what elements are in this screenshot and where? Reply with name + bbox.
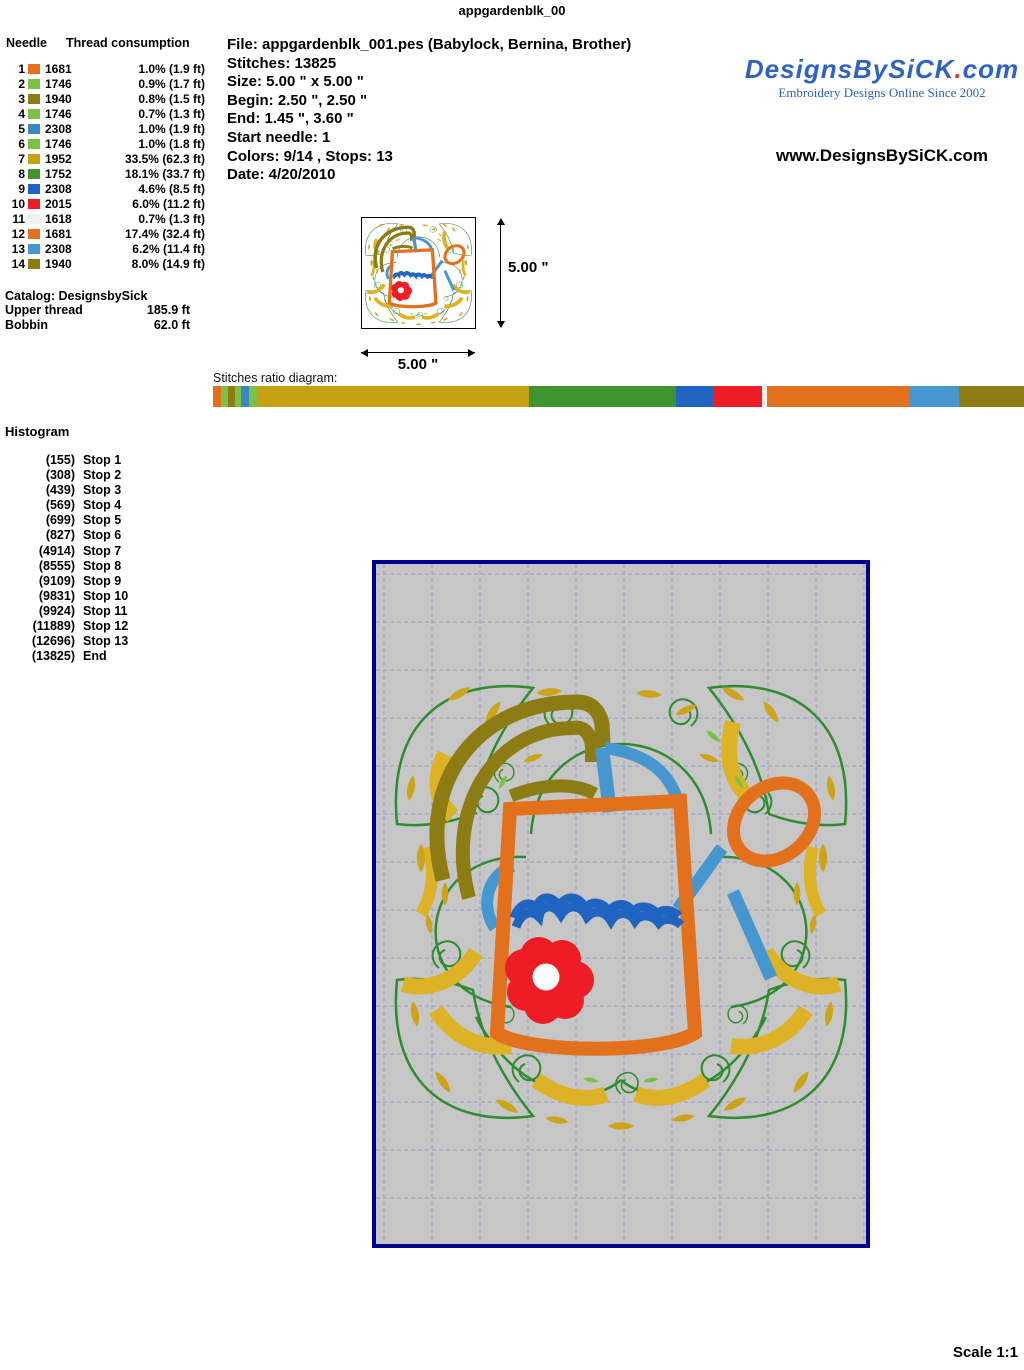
needle-row <box>5 107 205 122</box>
thread-number: 1752 <box>45 167 72 181</box>
needle-row <box>5 122 205 137</box>
stop-label: Stop 11 <box>83 603 128 618</box>
stop-label: Stop 5 <box>83 513 122 528</box>
needle-number: 2 <box>18 77 25 91</box>
stitch-count: (11889) <box>32 619 75 634</box>
file-info-line: Start needle: 1 <box>227 128 331 146</box>
thumbnail-design-art <box>362 218 475 328</box>
thread-color-swatch <box>28 229 40 239</box>
stitch-count: (827) <box>45 528 75 543</box>
stitch-count: (4914) <box>38 543 75 558</box>
histogram-row <box>3 513 128 528</box>
thread-number: 2308 <box>45 182 72 196</box>
file-info-block <box>227 36 631 185</box>
histogram-list <box>3 453 128 664</box>
design-preview <box>372 560 870 1248</box>
ratio-segment <box>529 386 676 407</box>
bobbin-label: Bobbin <box>5 317 49 332</box>
embroidery-design-canvas <box>376 564 866 1244</box>
stitch-count: (439) <box>45 483 75 498</box>
histogram-row <box>3 649 128 664</box>
ratio-segment <box>767 386 908 407</box>
thread-number: 2308 <box>45 242 72 256</box>
thread-number: 1940 <box>45 92 72 106</box>
stop-label: Stop 1 <box>83 453 122 467</box>
file-info-line: Date: 4/20/2010 <box>227 166 336 184</box>
needle-row <box>5 137 205 152</box>
upper-thread-value: 185.9 ft <box>146 303 190 317</box>
stitch-count: (308) <box>45 468 75 483</box>
needle-row <box>5 212 205 227</box>
needle-number: 10 <box>11 197 25 211</box>
histogram-row <box>3 619 128 634</box>
thread-color-swatch <box>28 64 40 74</box>
thread-consumption: 1.0% (1.9 ft) <box>138 122 205 136</box>
thread-number: 1952 <box>45 152 72 166</box>
thread-consumption: 0.9% (1.7 ft) <box>138 77 205 91</box>
needle-row <box>5 62 205 77</box>
thread-number: 1940 <box>45 257 72 271</box>
needle-number: 3 <box>18 92 25 106</box>
needle-number: 4 <box>18 107 25 121</box>
file-info-line: End: 1.45 ", 3.60 " <box>227 110 354 128</box>
stop-label: Stop 13 <box>83 634 129 649</box>
thread-color-swatch <box>28 124 40 134</box>
ratio-diagram-label: Stitches ratio diagram: <box>213 371 338 385</box>
ratio-segment <box>713 386 762 407</box>
needle-number: 9 <box>18 182 25 196</box>
stitch-count: (8555) <box>38 558 75 573</box>
height-dimension-line <box>500 219 501 327</box>
file-info-line: Stitches: 13825 <box>227 54 337 72</box>
needle-row <box>5 167 205 182</box>
ratio-segment <box>676 386 713 407</box>
arrowhead-down-icon <box>497 321 505 328</box>
stitch-count: (155) <box>45 453 75 467</box>
upper-thread-row <box>5 303 190 318</box>
needle-number: 14 <box>11 257 25 271</box>
thread-color-swatch <box>28 259 40 269</box>
ratio-segment <box>257 386 529 407</box>
thread-consumption: 18.1% (33.7 ft) <box>124 167 205 181</box>
stitch-count: (13825) <box>31 649 75 664</box>
height-dimension-label: 5.00 " <box>508 259 549 276</box>
stitch-count: (569) <box>45 498 75 513</box>
file-info-line: File: appgardenblk_001.pes (Babylock, Bernina, Brother) <box>227 36 632 53</box>
file-info-line: Size: 5.00 " x 5.00 " <box>227 73 364 91</box>
histogram-row <box>3 544 128 559</box>
histogram-title: Histogram <box>5 424 70 439</box>
brand-logo <box>740 54 1024 101</box>
scale-label: Scale 1:1 <box>952 1344 1018 1361</box>
thread-color-swatch <box>28 184 40 194</box>
needle-row <box>5 152 205 167</box>
stop-label: Stop 7 <box>83 543 122 558</box>
ratio-segment <box>213 386 221 407</box>
thread-consumption: 1.0% (1.8 ft) <box>138 137 205 151</box>
arrowhead-up-icon <box>497 218 505 225</box>
logo-tagline: Embroidery Designs Online Since 2002 <box>778 85 986 100</box>
thread-number: 2015 <box>45 197 72 211</box>
stitch-count: (12696) <box>31 634 75 649</box>
needle-column-header: Needle <box>6 36 47 50</box>
needle-row <box>5 257 205 272</box>
histogram-row <box>3 468 128 483</box>
stop-label: Stop 12 <box>83 619 129 634</box>
needle-number: 6 <box>18 137 25 151</box>
needle-row <box>5 92 205 107</box>
thread-color-swatch <box>28 139 40 149</box>
file-info-line: Colors: 9/14 , Stops: 13 <box>227 147 393 165</box>
needle-number: 12 <box>11 227 25 241</box>
stitch-count: (699) <box>45 513 75 528</box>
stop-label: Stop 8 <box>83 558 122 573</box>
thread-consumption: 0.7% (1.3 ft) <box>138 212 205 226</box>
histogram-row <box>3 559 128 574</box>
catalog-line: Catalog: DesignsbySick <box>5 289 148 303</box>
needle-number: 7 <box>18 152 25 166</box>
ratio-segment <box>241 386 249 407</box>
stop-label: Stop 2 <box>83 468 122 483</box>
histogram-row <box>3 453 128 468</box>
thread-color-swatch <box>28 79 40 89</box>
thread-number: 1681 <box>45 227 72 241</box>
histogram-row <box>3 498 128 513</box>
stitches-ratio-bar <box>213 386 1024 407</box>
thread-consumption: 8.0% (14.9 ft) <box>131 257 205 271</box>
needle-table <box>5 62 205 272</box>
thread-color-swatch <box>28 109 40 119</box>
ratio-segment <box>959 386 1024 407</box>
histogram-row <box>3 634 128 649</box>
histogram-row <box>3 574 128 589</box>
needle-number: 1 <box>18 62 25 76</box>
stitch-count: (9831) <box>38 588 75 603</box>
thread-color-swatch <box>28 169 40 179</box>
thread-color-swatch <box>28 154 40 164</box>
ratio-segment <box>249 386 257 407</box>
file-info-line: Begin: 2.50 ", 2.50 " <box>227 91 368 109</box>
stop-label: End <box>83 649 107 664</box>
needle-row <box>5 242 205 257</box>
thread-consumption: 1.0% (1.9 ft) <box>138 62 205 76</box>
thread-number: 1746 <box>45 107 72 121</box>
stop-label: Stop 6 <box>83 528 122 543</box>
width-dimension-label: 5.00 " <box>397 356 439 373</box>
thread-color-swatch <box>28 214 40 224</box>
needle-row <box>5 77 205 92</box>
thread-consumption: 4.6% (8.5 ft) <box>138 182 205 196</box>
logo-text: DesignsBySiCK.com <box>744 54 1020 84</box>
histogram-row <box>3 589 128 604</box>
bobbin-row <box>5 318 190 333</box>
needle-row <box>5 182 205 197</box>
histogram-row <box>3 528 128 543</box>
needle-number: 5 <box>18 122 25 136</box>
thread-consumption: 0.8% (1.5 ft) <box>138 92 205 106</box>
stitch-count: (9924) <box>38 603 75 618</box>
catalog-block <box>5 289 190 332</box>
needle-number: 11 <box>12 212 25 226</box>
thread-consumption: 6.0% (11.2 ft) <box>132 197 205 211</box>
stop-label: Stop 10 <box>83 588 129 603</box>
design-thumbnail <box>361 217 476 329</box>
needle-number: 13 <box>11 242 25 256</box>
upper-thread-label: Upper thread <box>5 303 83 317</box>
histogram-row <box>3 483 128 498</box>
thread-color-swatch <box>28 199 40 209</box>
thread-consumption: 0.7% (1.3 ft) <box>138 107 205 121</box>
thread-number: 1681 <box>45 62 72 76</box>
stitch-count: (9109) <box>38 573 75 588</box>
stop-label: Stop 4 <box>83 498 122 513</box>
thread-consumption: 17.4% (32.4 ft) <box>124 227 205 241</box>
page-title: appgardenblk_00 <box>458 3 566 18</box>
thread-number: 1746 <box>45 137 72 151</box>
consumption-column-header: Thread consumption <box>66 36 190 50</box>
thread-number: 1746 <box>45 77 72 91</box>
logo-dot: . <box>954 54 963 84</box>
needle-number: 8 <box>18 167 25 181</box>
stop-label: Stop 3 <box>83 483 122 498</box>
histogram-row <box>3 604 128 619</box>
needle-row <box>5 227 205 242</box>
bobbin-value: 62.0 ft <box>153 317 190 332</box>
thread-color-swatch <box>28 94 40 104</box>
ratio-segment <box>221 386 228 407</box>
needle-row <box>5 197 205 212</box>
ratio-segment <box>909 386 959 407</box>
thread-number: 2308 <box>45 122 72 136</box>
thread-number: 1618 <box>45 212 72 226</box>
width-dimension-line <box>361 352 475 353</box>
thread-consumption: 6.2% (11.4 ft) <box>132 242 205 256</box>
website-url: www.DesignsBySiCK.com <box>776 146 988 165</box>
thread-consumption: 33.5% (62.3 ft) <box>124 152 205 166</box>
stop-label: Stop 9 <box>83 573 122 588</box>
thread-color-swatch <box>28 244 40 254</box>
